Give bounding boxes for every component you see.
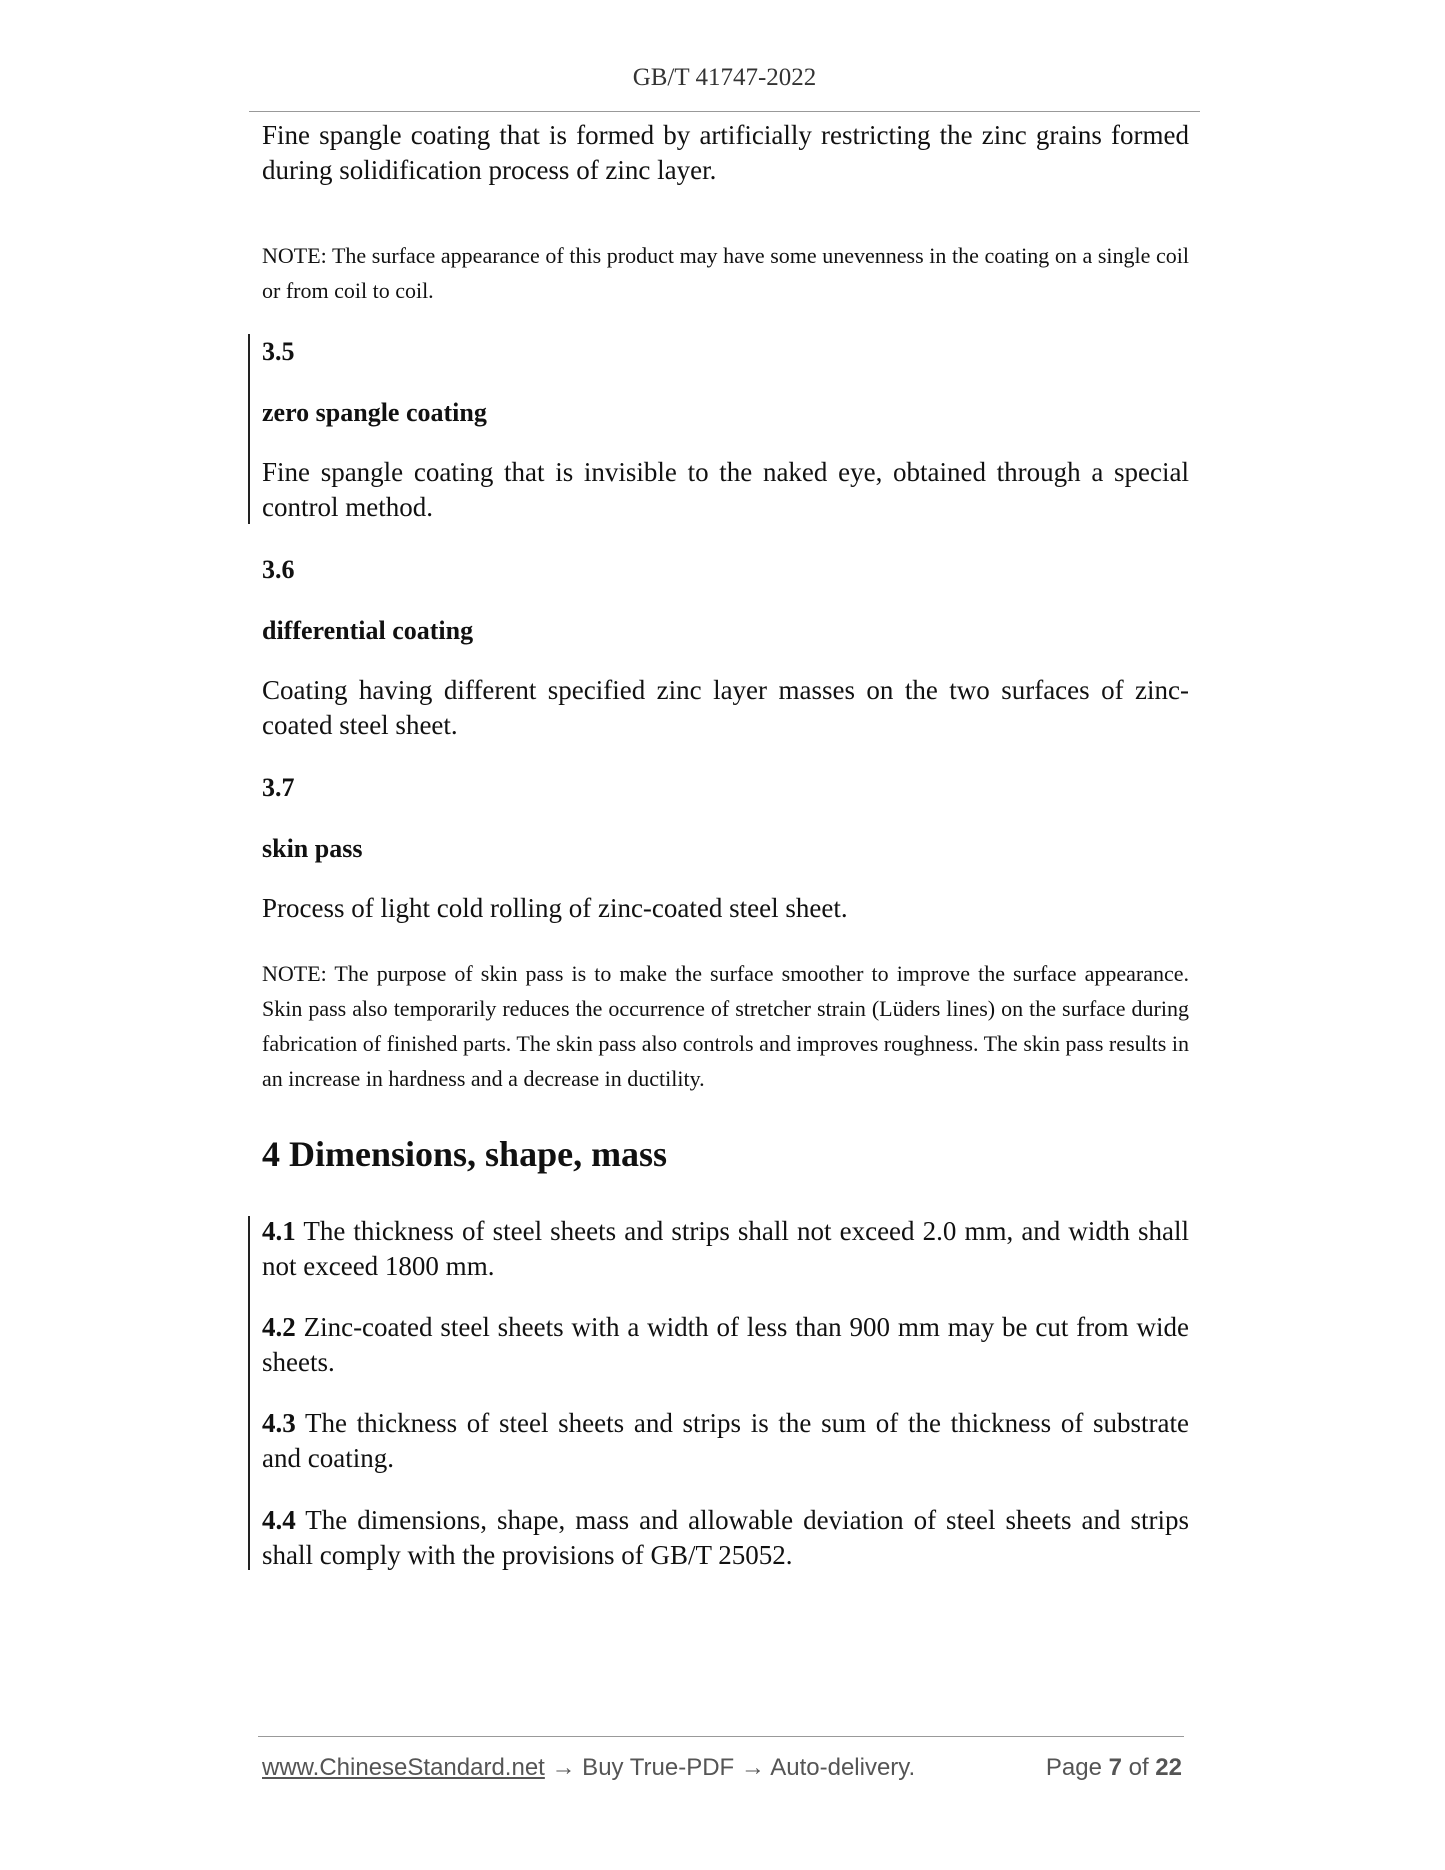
clause-text: The dimensions, shape, mass and allowable deviation of steel sheets and strips shall comply with the provisions of GB/T 25052.: [262, 1505, 1189, 1570]
change-bar: [248, 1216, 250, 1570]
page-total: 22: [1155, 1754, 1182, 1781]
clause-text: The thickness of steel sheets and strips shall not exceed 2.0 mm, and width shall not exceed 1800 mm.: [262, 1216, 1189, 1281]
term-definition: Fine spangle coating that is invisible to the naked eye, obtained through a special control method.: [262, 457, 1189, 522]
term-definition: Coating having different specified zinc layer masses on the two surfaces of zinc-coated steel sheet.: [262, 675, 1189, 740]
footer-tagline: → Buy True-PDF → Auto-delivery.: [544, 1754, 916, 1781]
paragraph-intro: Fine spangle coating that is formed by artificially restricting the zinc grains formed during solidification process of zinc layer.: [262, 120, 1189, 185]
term-name: zero spangle coating: [262, 398, 487, 427]
footer-divider: [258, 1736, 1184, 1737]
clause-number: 4.3: [262, 1408, 296, 1438]
page-label: Page: [1045, 1754, 1109, 1781]
page-footer: [262, 1754, 1182, 1782]
clause-4-4: [262, 1503, 1189, 1573]
clause-text: The thickness of steel sheets and strips is the sum of the thickness of substrate and coating.: [262, 1408, 1189, 1473]
term-number: 3.6: [262, 555, 295, 584]
change-bar: [248, 334, 250, 524]
page-number: 7: [1108, 1754, 1122, 1781]
term-number: 3.7: [262, 773, 295, 802]
clause-4-2: [262, 1310, 1189, 1380]
header-divider: [249, 111, 1200, 112]
clause-text: Zinc-coated steel sheets with a width of less than 900 mm may be cut from wide sheets.: [262, 1312, 1189, 1377]
term-name: differential coating: [262, 616, 474, 645]
of-label: of: [1121, 1754, 1156, 1781]
running-header: GB/T 41747-2022: [632, 64, 817, 91]
term-number: 3.5: [262, 337, 295, 366]
website-link[interactable]: www.ChineseStandard.net: [262, 1754, 545, 1781]
note-skin-pass: NOTE: The purpose of skin pass is to make the surface smoother to improve the surface appearance. Skin pass also temporarily reduces the occurrence of stretcher strain (Lüders lines) on the surface during fabrication of finished parts. The skin pass also controls and improves roughness. The skin pass results in an increase in hardness and a decrease in ductility.: [262, 961, 1189, 1091]
clause-4-1: [262, 1214, 1189, 1284]
clause-4-3: [262, 1406, 1189, 1476]
clause-number: 4.1: [262, 1216, 296, 1246]
clause-number: 4.2: [262, 1312, 296, 1342]
term-definition: Process of light cold rolling of zinc-coated steel sheet.: [262, 893, 848, 923]
note-coating-appearance: NOTE: The surface appearance of this product may have some unevenness in the coating on a single coil or from coil to coil.: [262, 243, 1189, 303]
clause-number: 4.4: [262, 1505, 296, 1535]
term-name: skin pass: [262, 834, 363, 863]
page-indicator: [1046, 1754, 1182, 1782]
section-heading: 4 Dimensions, shape, mass: [262, 1134, 668, 1174]
